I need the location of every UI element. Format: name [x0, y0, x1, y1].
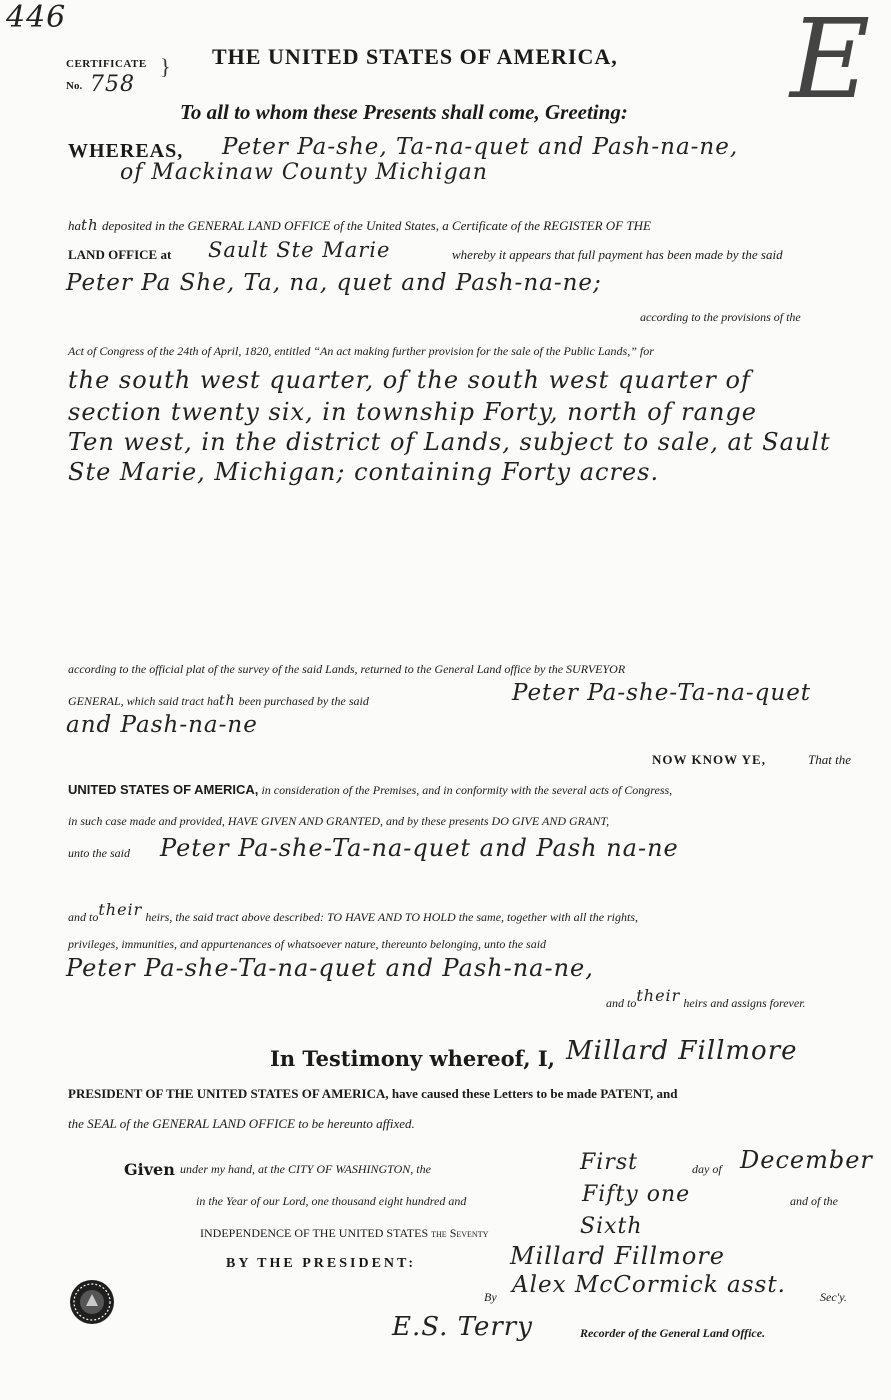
- document-title: THE UNITED STATES OF AMERICA,: [212, 44, 618, 69]
- independence-value: Sixth: [580, 1214, 643, 1239]
- grantees-line-4b: and Pash-na-ne: [66, 712, 258, 738]
- corner-number: 446: [6, 0, 67, 35]
- description-line-4: Ste Marie, Michigan; containing Forty acres.: [68, 458, 660, 486]
- president-signature-1: Millard Fillmore: [566, 1036, 798, 1066]
- and-to-2: and to: [606, 996, 637, 1010]
- certificate-no-label: No.: [66, 80, 83, 92]
- certificate-number: 758: [90, 72, 135, 97]
- grantees-line-5: Peter Pa-she-Ta-na-quet and Pash na-ne: [160, 834, 679, 862]
- grantees-line-1: Peter Pa-she, Ta-na-quet and Pash-na-ne,: [222, 134, 739, 160]
- certificate-label: CERTIFICATE: [66, 58, 147, 70]
- hath-hand: th: [81, 216, 99, 234]
- and-of-the: and of the: [790, 1194, 838, 1208]
- secretary-label: Sec'y.: [820, 1290, 847, 1304]
- grantees-line-4a: Peter Pa-she-Ta-na-quet: [512, 680, 812, 706]
- given-word: Given: [124, 1160, 175, 1179]
- that-the: That the: [808, 752, 851, 767]
- hath-prefix: ha: [68, 218, 81, 233]
- their-1: their: [98, 900, 143, 919]
- certificate-brace: }: [160, 54, 171, 79]
- general-land-office-seal: [68, 1278, 116, 1326]
- act-text: Act of Congress of the 24th of April, 1820, entitled “An act making further provision for the sale of the Public Lands,” for: [68, 344, 654, 358]
- general-text: GENERAL, which said tract: [68, 694, 204, 708]
- heirs-assigns-line: [606, 986, 806, 1011]
- given-text: under my hand, at the CITY OF WASHINGTON, the: [180, 1162, 431, 1176]
- president-signature-2: Millard Fillmore: [510, 1242, 725, 1270]
- and-to-1: and to: [68, 910, 99, 924]
- payment-text: whereby it appears that full payment has been made by the said: [452, 247, 783, 262]
- description-line-1: the south west quarter, of the south west quarter of: [68, 366, 751, 394]
- usa-bold: UNITED STATES OF AMERICA,: [68, 782, 259, 797]
- president-line: PRESIDENT OF THE UNITED STATES OF AMERICA, have caused these Letters to be made PATENT, and: [68, 1086, 678, 1101]
- plat-text: according to the official plat of the survey of the said Lands, returned to the General Land office by the SURVEYOR: [68, 662, 626, 676]
- hath2-prefix: ha: [207, 694, 219, 708]
- recorder-label: Recorder of the General Land Office.: [580, 1326, 766, 1340]
- independence-text: INDEPENDENCE OF THE UNITED STATES the Seventy: [200, 1226, 489, 1240]
- heirs-assigns: heirs and assigns forever.: [683, 996, 806, 1010]
- general-line: [68, 693, 369, 709]
- consideration-line: [68, 782, 672, 798]
- hath2-hand: th: [219, 693, 236, 709]
- now-know-ye: NOW KNOW YE,: [652, 752, 766, 767]
- provisions-text: according to the provisions of the: [640, 310, 801, 324]
- day-of: day of: [692, 1162, 722, 1176]
- grantees-line-3: Peter Pa She, Ta, na, quet and Pash-na-ne;: [66, 270, 602, 296]
- privileges-text: privileges, immunities, and appurtenances of whatsoever nature, thereunto belonging, unto the said: [68, 937, 547, 951]
- description-line-2: section twenty six, in township Forty, north of range: [68, 398, 757, 426]
- heirs-line: [68, 900, 639, 925]
- by-the-president: BY THE PRESIDENT:: [226, 1256, 416, 1271]
- year-text: in the Year of our Lord, one thousand eight hundred and: [196, 1194, 467, 1208]
- purchased-text: been purchased by the said: [238, 694, 369, 708]
- description-line-3: Ten west, in the district of Lands, subject to sale, at Sault: [68, 428, 831, 456]
- month-value: December: [740, 1146, 873, 1174]
- their-2: their: [636, 986, 681, 1005]
- hath-line: [68, 216, 651, 234]
- heirs-text: heirs, the said tract above described: TO HAVE AND TO HOLD the same, together with all the rights,: [145, 910, 639, 924]
- whereas-heading: WHEREAS,: [68, 140, 184, 162]
- margin-letter: E: [790, 0, 872, 123]
- grantees-line-6: Peter Pa-she-Ta-na-quet and Pash-na-ne,: [66, 954, 594, 982]
- secretary-signature: Alex McCormick asst.: [512, 1272, 786, 1298]
- grantees-line-2: of Mackinaw County Michigan: [120, 160, 488, 185]
- deposit-text: deposited in the GENERAL LAND OFFICE of the United States, a Certificate of the REGISTER OF THE: [101, 218, 651, 233]
- year-value: Fifty one: [582, 1182, 691, 1207]
- consideration-text: in consideration of the Premises, and in conformity with the several acts of Congress,: [261, 783, 673, 797]
- recorder-signature: E.S. Terry: [392, 1312, 533, 1342]
- testimony-heading: In Testimony whereof, I,: [270, 1046, 555, 1071]
- day-value: First: [580, 1150, 638, 1175]
- office-place: Sault Ste Marie: [208, 238, 391, 262]
- land-office-label: LAND OFFICE at: [68, 247, 172, 262]
- greeting: To all to whom these Presents shall come, Greeting:: [180, 100, 628, 124]
- such-case-text: in such case made and provided, HAVE GIVEN AND GRANTED, and by these presents DO GIVE AND GRANT,: [68, 814, 610, 828]
- by-label: By: [484, 1290, 497, 1304]
- unto-said: unto the said: [68, 846, 130, 860]
- seal-line: the SEAL of the GENERAL LAND OFFICE to be hereunto affixed.: [68, 1116, 415, 1131]
